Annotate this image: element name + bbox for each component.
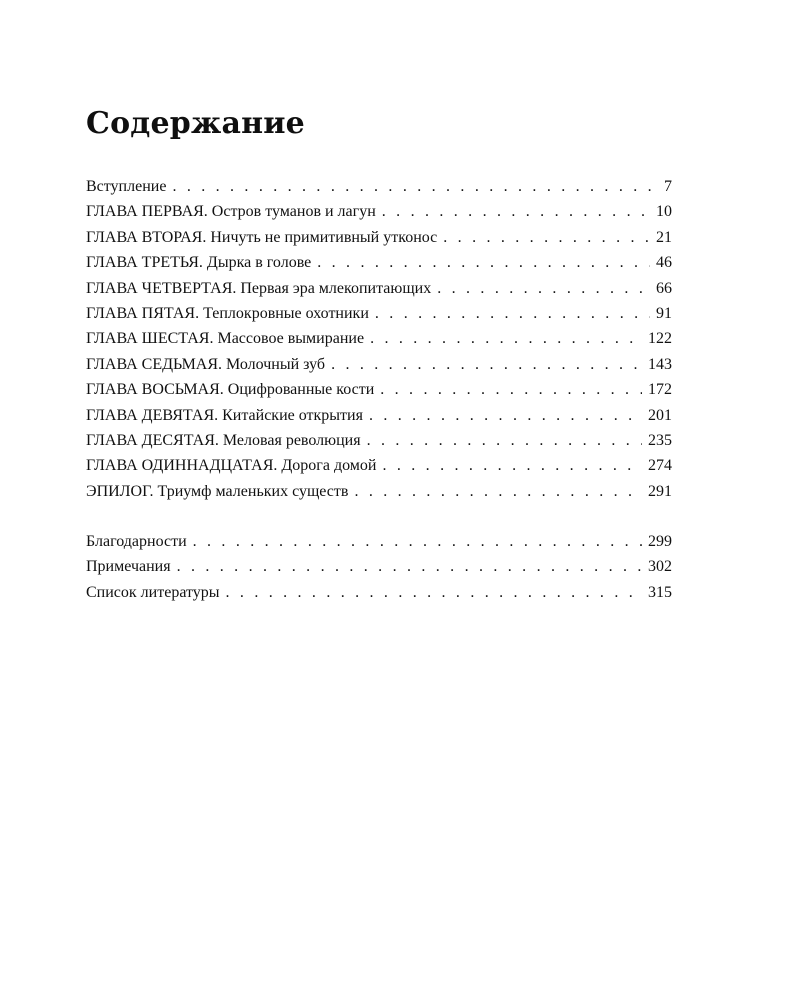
toc-entry-chapter-1[interactable]	[86, 199, 672, 224]
toc-page-number: 143	[648, 355, 672, 373]
toc-entry-chapter-3[interactable]	[86, 250, 672, 275]
toc-dot-leader	[380, 377, 642, 402]
toc-entry-title: Список литературы	[86, 583, 220, 601]
toc-page-number: 21	[656, 228, 672, 246]
toc-dot-leader	[369, 403, 642, 428]
toc-page-number: 274	[648, 457, 672, 475]
toc-entry-title: ГЛАВА ЧЕТВЕРТАЯ. Первая эра млекопитающих	[86, 279, 432, 297]
toc-entry-title: ГЛАВА СЕДЬМАЯ. Молочный зуб	[86, 355, 326, 373]
toc-entry-title: Вступление	[86, 178, 167, 195]
toc-page-number: 235	[648, 431, 672, 449]
toc-page-number: 201	[648, 406, 672, 424]
toc-entry-chapter-9[interactable]	[86, 403, 672, 428]
toc-entry-title: ГЛАВА ВТОРАЯ. Ничуть не примитивный утконос	[86, 228, 438, 246]
toc-chapter-list	[86, 174, 672, 504]
toc-dot-leader	[382, 199, 650, 224]
toc-page-number: 172	[648, 381, 672, 399]
toc-page-number: 46	[656, 254, 672, 272]
toc-entry-title: ГЛАВА ОДИННАДЦАТАЯ. Дорога домой	[86, 457, 377, 475]
toc-page-number: 291	[648, 482, 672, 500]
toc-dot-leader	[382, 453, 642, 478]
toc-dot-leader	[354, 479, 642, 504]
toc-entry-title: ГЛАВА ДЕСЯТАЯ. Меловая революция	[86, 431, 361, 449]
toc-page-number: 91	[656, 304, 672, 322]
toc-dot-leader	[375, 301, 650, 326]
toc-entry-title: ГЛАВА ШЕСТАЯ. Массовое вымирание	[86, 330, 365, 348]
toc-entry-chapter-10[interactable]	[86, 428, 672, 453]
toc-entry-title: Благодарности	[86, 533, 187, 550]
toc-entry-bibliography[interactable]	[86, 580, 672, 605]
toc-page-number: 299	[648, 533, 672, 550]
toc-back-matter-list	[86, 529, 672, 605]
toc-entry-introduction[interactable]	[86, 174, 672, 199]
toc-entry-chapter-4[interactable]	[86, 276, 672, 301]
page-title: Содержание	[86, 106, 305, 141]
toc-dot-leader	[172, 174, 656, 199]
toc-dot-leader	[437, 276, 650, 301]
toc-entry-title: Примечания	[86, 558, 171, 576]
toc-entry-chapter-8[interactable]	[86, 377, 672, 402]
toc-page-number: 66	[656, 279, 672, 297]
toc-page-number: 302	[648, 558, 672, 576]
toc-entry-acknowledgements[interactable]	[86, 529, 672, 554]
toc-dot-leader	[443, 225, 650, 250]
toc-dot-leader	[370, 326, 642, 351]
toc-entry-chapter-2[interactable]	[86, 225, 672, 250]
toc-page-number: 10	[656, 203, 672, 221]
toc-dot-leader	[177, 554, 642, 579]
toc-entry-title: ГЛАВА ПЕРВАЯ. Остров туманов и лагун	[86, 203, 376, 221]
toc-dot-leader	[226, 580, 642, 605]
toc-entry-chapter-7[interactable]	[86, 352, 672, 377]
toc-entry-title: ГЛАВА ТРЕТЬЯ. Дырка в голове	[86, 254, 312, 272]
toc-entry-epilogue[interactable]	[86, 479, 672, 504]
toc-entry-chapter-6[interactable]	[86, 326, 672, 351]
toc-entry-chapter-11[interactable]	[86, 453, 672, 478]
toc-entry-chapter-5[interactable]	[86, 301, 672, 326]
toc-dot-leader	[367, 428, 642, 453]
toc-page-number: 315	[648, 583, 672, 601]
toc-entry-title: ЭПИЛОГ. Триумф маленьких существ	[86, 482, 349, 500]
toc-dot-leader	[317, 250, 650, 275]
toc-page-number: 7	[664, 178, 672, 195]
toc-entry-title: ГЛАВА ДЕВЯТАЯ. Китайские открытия	[86, 406, 363, 424]
toc-page-number: 122	[648, 330, 672, 348]
toc-dot-leader	[193, 529, 642, 554]
toc-entry-title: ГЛАВА ВОСЬМАЯ. Оцифрованные кости	[86, 381, 375, 399]
toc-dot-leader	[331, 352, 642, 377]
toc-entry-notes[interactable]	[86, 554, 672, 579]
toc-entry-title: ГЛАВА ПЯТАЯ. Теплокровные охотники	[86, 304, 369, 322]
